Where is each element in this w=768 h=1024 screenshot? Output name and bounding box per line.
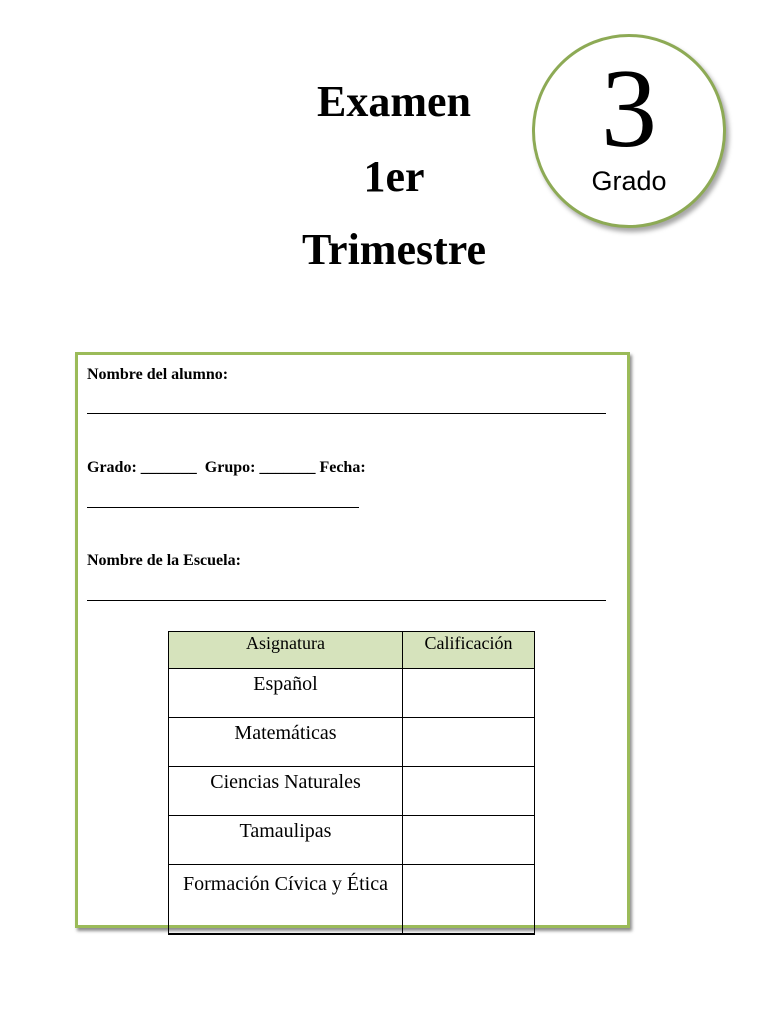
title-line-1: Examen (317, 77, 471, 126)
subject-cell: Matemáticas (169, 718, 403, 767)
student-name-line[interactable] (87, 413, 606, 414)
student-name-label: Nombre del alumno: (87, 366, 229, 383)
grade-badge (532, 34, 726, 228)
grade-column-header: Calificación (403, 632, 535, 669)
grade-number: 3 (601, 47, 657, 171)
table-row (169, 767, 535, 816)
table-header-row (169, 632, 535, 669)
grade-group-date-label: Grado: _______ Grupo: _______ Fecha: (87, 459, 366, 476)
title-line-3: Trimestre (301, 225, 487, 274)
subject-cell: Ciencias Naturales (169, 767, 403, 816)
title-line-2: 1er (363, 152, 425, 201)
grade-cell[interactable] (403, 865, 535, 935)
table-row (169, 669, 535, 718)
table-row (169, 865, 535, 935)
subject-cell: Tamaulipas (169, 816, 403, 865)
date-line[interactable] (87, 507, 359, 508)
table-row (169, 816, 535, 865)
grades-table (168, 631, 535, 935)
grade-label: Grado (591, 166, 667, 196)
grade-cell[interactable] (403, 669, 535, 718)
student-info-box (75, 352, 630, 928)
grade-cell[interactable] (403, 718, 535, 767)
subject-column-header: Asignatura (169, 632, 403, 669)
subject-cell: Formación Cívica y Ética (169, 865, 403, 935)
grade-cell[interactable] (403, 816, 535, 865)
subject-cell: Español (169, 669, 403, 718)
school-name-label: Nombre de la Escuela: (87, 552, 241, 569)
school-name-line[interactable] (87, 600, 606, 601)
grade-cell[interactable] (403, 767, 535, 816)
table-row (169, 718, 535, 767)
